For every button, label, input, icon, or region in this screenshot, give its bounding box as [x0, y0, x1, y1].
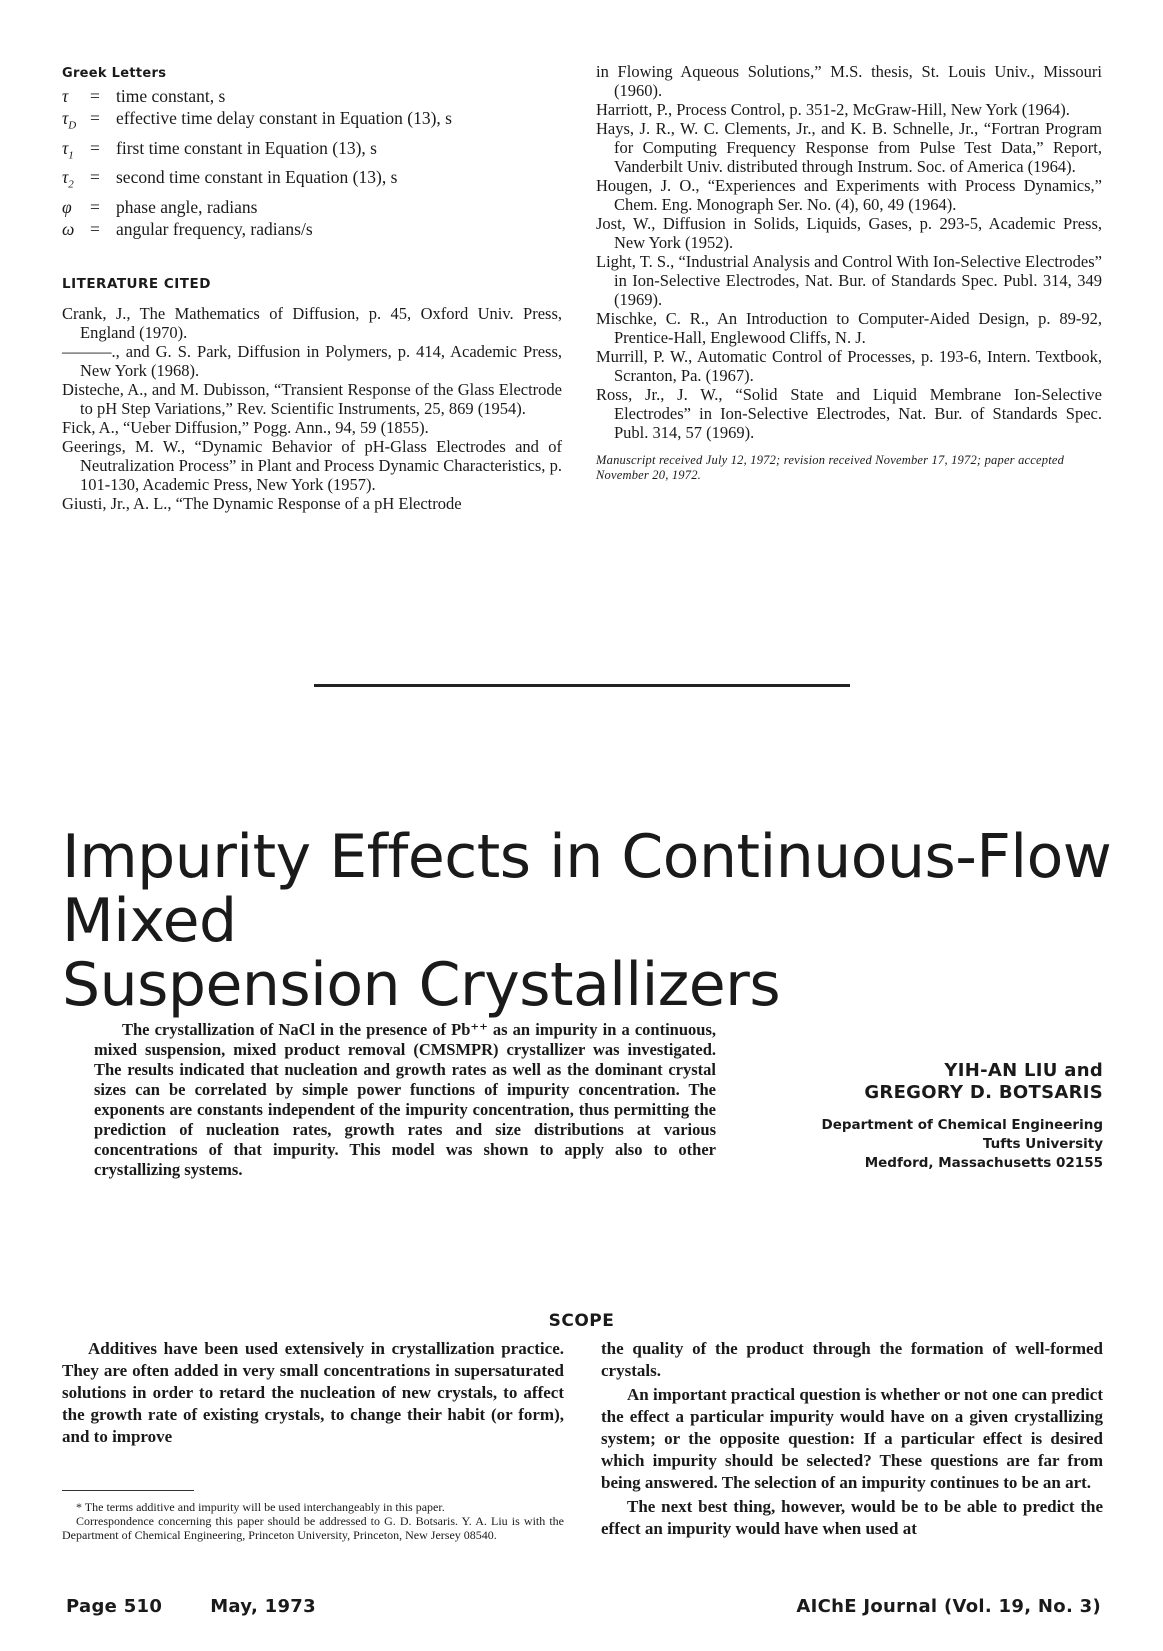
greek-letters-header: Greek Letters	[62, 66, 167, 81]
body-paragraph: Additives have been used extensively in crystallization practice. They are often added in very small concentrations in supersaturated solutions in order to retard the nucleation of new crystals, to affect the growth rate of existing crystals, to change their habit (or form), and to improve	[62, 1339, 564, 1446]
reference-item: Murrill, P. W., Automatic Control of Processes, p. 193-6, Intern. Textbook, Scranton, Pa. (1967).	[596, 347, 1102, 385]
manuscript-note: Manuscript received July 12, 1972; revision received November 17, 1972; paper accepted November 20, 1972.	[596, 453, 1065, 482]
reference-item: Hays, J. R., W. C. Clements, Jr., and K. B. Schnelle, Jr., “Fortran Program for Computing Frequency Response from Pulse Test Data,” Report, Vanderbilt Univ. distributed through Instrum. Soc. of America (1964).	[596, 119, 1102, 176]
literature-cited-header: LITERATURE CITED	[62, 275, 211, 292]
greek-row	[62, 218, 562, 240]
reference-item: Crank, J., The Mathematics of Diffusion, p. 45, Oxford Univ. Press, England (1970).	[62, 303, 562, 342]
issue-date: May, 1973	[210, 1596, 316, 1617]
affiliation	[743, 1116, 1103, 1173]
reference-item: Light, T. S., “Industrial Analysis and Control With Ion-Selective Electrodes” in Ion-Selective Electrodes, Nat. Bur. of Standards Spec. Publ. 314, 349 (1969).	[596, 252, 1102, 309]
reference-item: Hougen, J. O., “Experiences and Experiments with Process Dynamics,” Chem. Eng. Monograph Ser. No. (4), 60, 49 (1964).	[596, 176, 1102, 214]
author-name: YIH-AN LIU and	[944, 1060, 1103, 1081]
footnote-divider	[62, 1490, 194, 1491]
reference-item: ———., and G. S. Park, Diffusion in Polymers, p. 414, Academic Press, New York (1968).	[62, 341, 562, 380]
greek-symbol: $\tau_D$	[62, 108, 77, 132]
equals-sign: =	[90, 108, 100, 128]
reference-item: Giusti, Jr., A. L., “The Dynamic Response of a pH Electrode	[62, 493, 462, 513]
greek-symbol: φ	[62, 196, 72, 217]
reference-item: Jost, W., Diffusion in Solids, Liquids, Gases, p. 293-5, Academic Press, New York (1952).	[596, 214, 1102, 252]
journal-name: AIChE Journal (Vol. 19, No. 3)	[796, 1596, 1101, 1617]
scope-right-column	[601, 1338, 1103, 1540]
references-left	[62, 304, 562, 513]
greek-row	[62, 166, 562, 196]
greek-row	[62, 196, 562, 218]
footnotes	[62, 1500, 564, 1542]
greek-row	[62, 137, 562, 167]
equals-sign: =	[90, 167, 100, 187]
author-block	[743, 1060, 1103, 1173]
footnote: Correspondence concerning this paper should be addressed to G. D. Botsaris. Y. A. Liu is with the Department of Chemical Engineering, Princeton University, Princeton, New Jersey 08540.	[62, 1514, 564, 1542]
top-left-column	[62, 66, 562, 513]
footnote: * The terms additive and impurity will be used interchangeably in this paper.	[76, 1500, 445, 1514]
greek-definition: phase angle, radians	[116, 196, 258, 217]
greek-symbol: ω	[62, 218, 75, 239]
greek-row	[62, 107, 562, 137]
greek-row	[62, 85, 562, 107]
greek-symbol: $\tau_1$	[62, 137, 74, 161]
greek-definition: first time constant in Equation (13), s	[116, 137, 377, 158]
affiliation-line: Tufts University	[982, 1136, 1103, 1152]
author-name: GREGORY D. BOTSARIS	[864, 1082, 1103, 1103]
scope-header: SCOPE	[548, 1311, 615, 1331]
equals-sign: =	[90, 86, 100, 106]
reference-item: Geerings, M. W., “Dynamic Behavior of pH-Glass Electrodes and of Neutralization Process” in Plant and Process Dynamic Characteristics, p. 101-130, Academic Press, New York (1957).	[62, 436, 562, 494]
equals-sign: =	[90, 218, 100, 239]
equals-sign: =	[90, 196, 100, 217]
greek-definition: effective time delay constant in Equation (13), s	[116, 108, 452, 128]
body-paragraph: The next best thing, however, would be to be able to predict the effect an impurity would have when used at	[601, 1497, 1103, 1538]
reference-item: Fick, A., “Ueber Diffusion,” Pogg. Ann., 94, 59 (1855).	[62, 417, 429, 437]
title-line-2: Suspension Crystallizers	[62, 950, 781, 1020]
body-paragraph: An important practical question is whether or not one can predict the effect a particular impurity would have on a given crystallizing system; or the opposite question: If a particular effect is desired which impurity should be selected? These questions are far from being answered. The selection of an impurity continues to be an art.	[601, 1385, 1103, 1492]
greek-symbol: $\tau_2$	[62, 167, 74, 191]
reference-item: Disteche, A., and M. Dubisson, “Transient Response of the Glass Electrode to pH Step Variations,” Rev. Scientific Instruments, 25, 869 (1954).	[62, 379, 562, 418]
affiliation-line: Department of Chemical Engineering	[821, 1117, 1103, 1133]
scope-left-column	[62, 1338, 564, 1448]
greek-letters-list	[62, 85, 562, 240]
abstract: The crystallization of NaCl in the presence of Pb⁺⁺ as an impurity in a continuous, mixed suspension, mixed product removal (CMSMPR) crystallizer was investigated. The results indicated that nucleation and growth rates as well as the dominant crystal sizes can be correlated by simple power functions of impurity concentration. The exponents are constants independent of the impurity concentration, thus permitting the prediction of nucleation rates, growth rates and size distributions at various concentrations of that impurity. This model was shown to apply also to other crystallizing systems.	[94, 1020, 716, 1179]
equals-sign: =	[90, 137, 100, 158]
affiliation-line: Medford, Massachusetts 02155	[864, 1155, 1103, 1171]
reference-item: Harriott, P., Process Control, p. 351-2, McGraw-Hill, New York (1964).	[596, 100, 1070, 119]
footer-left	[66, 1596, 316, 1617]
section-divider	[314, 684, 850, 687]
reference-item: Ross, Jr., J. W., “Solid State and Liquid Membrane Ion-Selective Electrodes” in Ion-Selective Electrodes, Nat. Bur. of Standards Spec. Publ. 314, 57 (1969).	[596, 385, 1102, 442]
body-paragraph: the quality of the product through the formation of well-formed crystals.	[601, 1339, 1103, 1380]
reference-item: Mischke, C. R., An Introduction to Computer-Aided Design, p. 89-92, Prentice-Hall, Englewood Cliffs, N. J.	[596, 309, 1102, 347]
title-line-1: Impurity Effects in Continuous-Flow Mixed	[62, 822, 1112, 956]
reference-item: in Flowing Aqueous Solutions,” M.S. thesis, St. Louis Univ., Missouri (1960).	[596, 62, 1102, 100]
greek-definition: second time constant in Equation (13), s	[116, 167, 398, 187]
top-right-column	[596, 62, 1102, 483]
page-number: Page 510	[66, 1596, 163, 1617]
article-title	[62, 822, 1122, 1020]
greek-symbol: τ	[62, 86, 69, 106]
greek-definition: time constant, s	[116, 86, 226, 106]
greek-definition: angular frequency, radians/s	[116, 218, 313, 239]
